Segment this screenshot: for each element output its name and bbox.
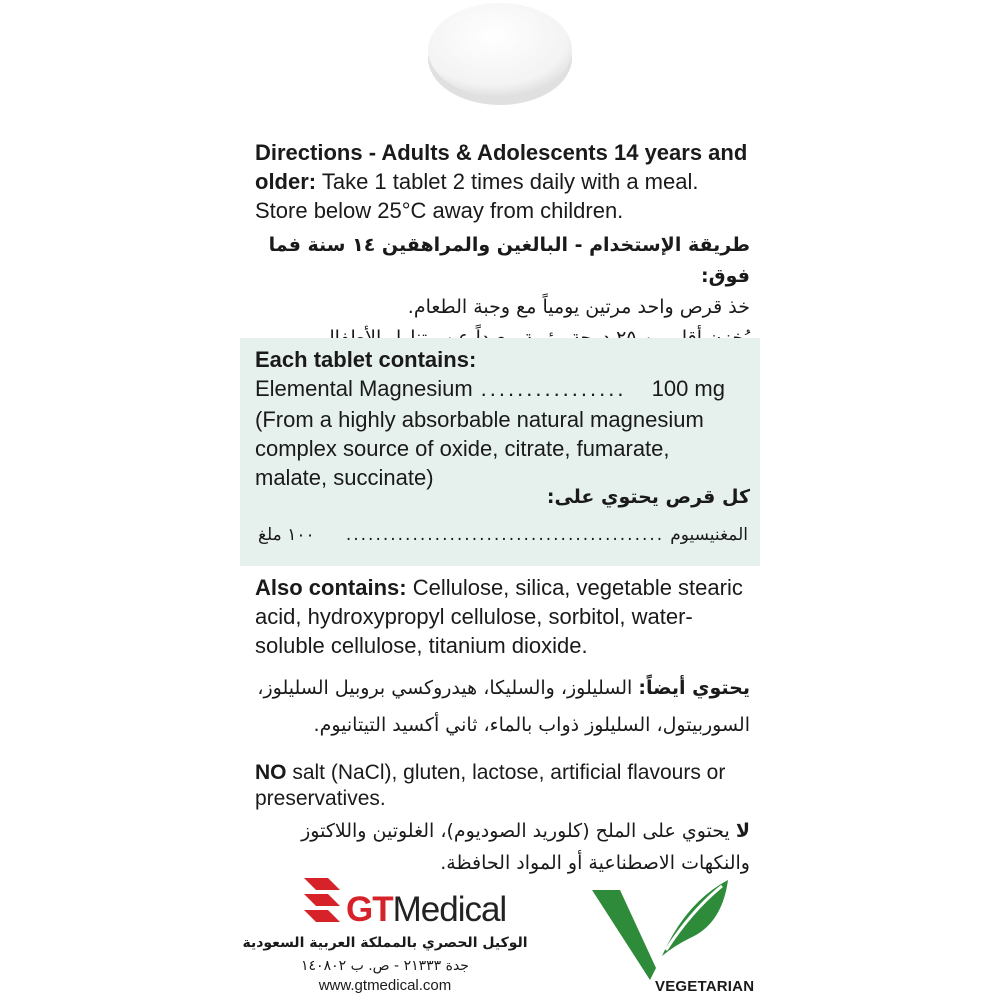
arabic-contents-title: كل قرص يحتوي على: [546,486,750,508]
logo-medical: Medical [392,890,507,929]
ingredient-row [255,376,725,402]
free-from-body: salt (NaCl), gluten, lactose, artificial flavours or preservatives. [255,761,726,810]
arabic-directions [255,230,750,354]
arabic-ingredient-name: المغنيسيوم [670,525,748,545]
vegetarian-label: VEGETARIAN [655,978,755,995]
arabic-also-contains [240,670,750,744]
also-contains-body: Cellulose, silica, vegetable stearic acid, hydroxypropyl cellulose, sorbitol, water-soluble cellulose, titanium dioxide. [255,575,743,658]
ingredient-name: Elemental Magnesium [255,376,473,401]
ingredient-amount: 100 mg [651,376,725,401]
contents-title: Each tablet contains: [255,347,477,372]
gt-logo-mark-icon [298,874,342,932]
also-contains-heading: Also contains: [255,575,407,600]
arabic-directions-heading: طريقة الإستخدام - البالغين والمراهقين ١٤ سنة فما فوق: [268,234,750,287]
arabic-leader-dots: ........................................... [345,525,665,545]
website-link[interactable]: www.gtmedical.com [318,977,452,994]
gt-logo-text [346,890,506,930]
logo-gt: GT [346,890,393,929]
arabic-free-from-no: لا [735,820,750,842]
arabic-directions-line-1: خذ قرص واحد مرتين يومياً مع وجبة الطعام. [407,296,750,318]
arabic-address-line: جدة ٢١٣٣٣ - ص. ب ١٤٠٨٠٢ [301,958,469,974]
arabic-ingredient-amount: ١٠٠ ملغ [258,525,315,545]
free-from-text [255,760,755,812]
directions-text [255,138,755,225]
arabic-also-heading: يحتوي أيضاً: [638,677,750,699]
directions-heading: Directions - Adults & Adolescents 14 years and older: [255,140,748,194]
arabic-also-body: السليلوز، والسليكا، هيدروكسي بروبيل السليلوز، السوربيتول، السليلوز ذواب بالماء، ثاني أكسيد التيتانيوم. [257,677,750,736]
also-contains-text [255,573,755,660]
vegetarian-leaf-icon [590,876,730,986]
arabic-ingredient-row [258,525,748,545]
gt-medical-logo [298,874,507,932]
directions-body: Take 1 tablet 2 times daily with a meal. Store below 25°C away from children. [255,169,699,223]
arabic-agent-line: الوكيل الحصري بالمملكة العربية السعودية [242,935,528,951]
ingredient-leader-dots: ................ [480,376,627,401]
tablet-image [425,0,575,108]
free-from-no: NO [255,761,287,784]
ingredient-source: (From a highly absorbable natural magnesium complex source of oxide, citrate, fumarate, malate, succinate) [255,407,704,490]
arabic-agent-info [230,932,540,978]
arabic-free-from [250,815,750,879]
arabic-free-from-body: يحتوي على الملح (كلوريد الصوديوم)، الغلوتين واللاكتوز والنكهات الاصطناعية أو المواد الحافظة. [301,820,750,874]
